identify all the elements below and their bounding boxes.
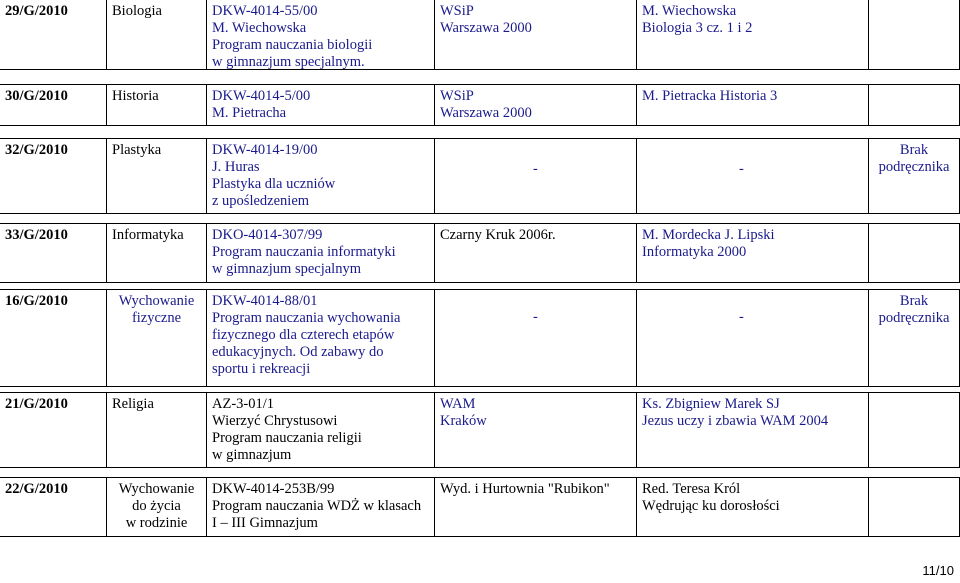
- subject-cell: Religia: [106, 393, 206, 467]
- subject-cell: Biologia: [106, 0, 206, 69]
- note-cell: [868, 85, 960, 125]
- note-cell: [868, 393, 960, 467]
- subject-cell: Historia: [106, 85, 206, 125]
- program-cell: DKW-4014-55/00 M. Wiechowska Program nauczania biologii w gimnazjum specjalnym.: [206, 0, 434, 69]
- program-id: 21/G/2010: [5, 396, 68, 412]
- note-cell: [868, 0, 960, 69]
- publisher-cell: [434, 290, 636, 386]
- publisher-cell: Wyd. i Hurtownia "Rubikon": [434, 478, 636, 536]
- publisher-cell: [434, 139, 636, 213]
- textbook-cell: Ks. Zbigniew Marek SJ Jezus uczy i zbawia WAM 2004: [636, 393, 868, 467]
- table-row: [0, 223, 960, 283]
- no-textbook-note: Brak: [899, 142, 929, 158]
- textbook-cell: [636, 139, 868, 213]
- textbook-cell: Red. Teresa Król Wędrując ku dorosłości: [636, 478, 868, 536]
- empty-dash: -: [739, 309, 744, 325]
- empty-dash: -: [533, 309, 538, 325]
- program-cell: DKW-4014-19/00 J. Huras Plastyka dla uczniów z upośledzeniem: [206, 139, 434, 213]
- empty-dash: -: [533, 161, 538, 177]
- program-cell: DKW-4014-5/00 M. Pietracha: [206, 85, 434, 125]
- textbook-cell: M. Pietracka Historia 3: [636, 85, 868, 125]
- note-cell: [868, 478, 960, 536]
- program-id: 22/G/2010: [5, 481, 68, 497]
- subject-cell: Informatyka: [106, 224, 206, 282]
- program-id: 30/G/2010: [5, 88, 68, 104]
- table-row: [0, 392, 960, 468]
- table-row: [0, 0, 960, 70]
- program-id: 29/G/2010: [5, 3, 68, 19]
- textbook-cell: [636, 290, 868, 386]
- empty-dash: -: [739, 161, 744, 177]
- no-textbook-note: Brak: [899, 293, 929, 309]
- table-row: [0, 84, 960, 126]
- publisher-cell: WSiP Warszawa 2000: [434, 0, 636, 69]
- program-cell: DKO-4014-307/99 Program nauczania informatyki w gimnazjum specjalnym: [206, 224, 434, 282]
- publisher-cell: Czarny Kruk 2006r.: [434, 224, 636, 282]
- program-cell: DKW-4014-88/01 Program nauczania wychowania fizycznego dla czterech etapów edukacyjnych. Od zabawy do sportu i rekreacji: [206, 290, 434, 386]
- subject-cell: Plastyka: [106, 139, 206, 213]
- table-row: [0, 138, 960, 214]
- textbook-cell: M. Mordecka J. Lipski Informatyka 2000: [636, 224, 868, 282]
- publisher-cell: WSiP Warszawa 2000: [434, 85, 636, 125]
- page-number: 11/10: [922, 563, 954, 578]
- subject-cell: Wychowanie fizyczne: [106, 290, 206, 386]
- program-id: 33/G/2010: [5, 227, 68, 243]
- program-id: 16/G/2010: [5, 293, 68, 309]
- table-row: [0, 477, 960, 537]
- program-id: 32/G/2010: [5, 142, 68, 158]
- table-row: [0, 289, 960, 387]
- note-cell: [868, 224, 960, 282]
- subject-cell: Wychowanie do życia w rodzinie: [106, 478, 206, 536]
- note-cell: Brak podręcznika: [868, 139, 960, 213]
- program-cell: AZ-3-01/1 Wierzyć Chrystusowi Program nauczania religii w gimnazjum: [206, 393, 434, 467]
- program-cell: DKW-4014-253B/99 Program nauczania WDŻ w klasach I – III Gimnazjum: [206, 478, 434, 536]
- textbook-cell: M. Wiechowska Biologia 3 cz. 1 i 2: [636, 0, 868, 69]
- publisher-cell: WAM Kraków: [434, 393, 636, 467]
- note-cell: Brak podręcznika: [868, 290, 960, 386]
